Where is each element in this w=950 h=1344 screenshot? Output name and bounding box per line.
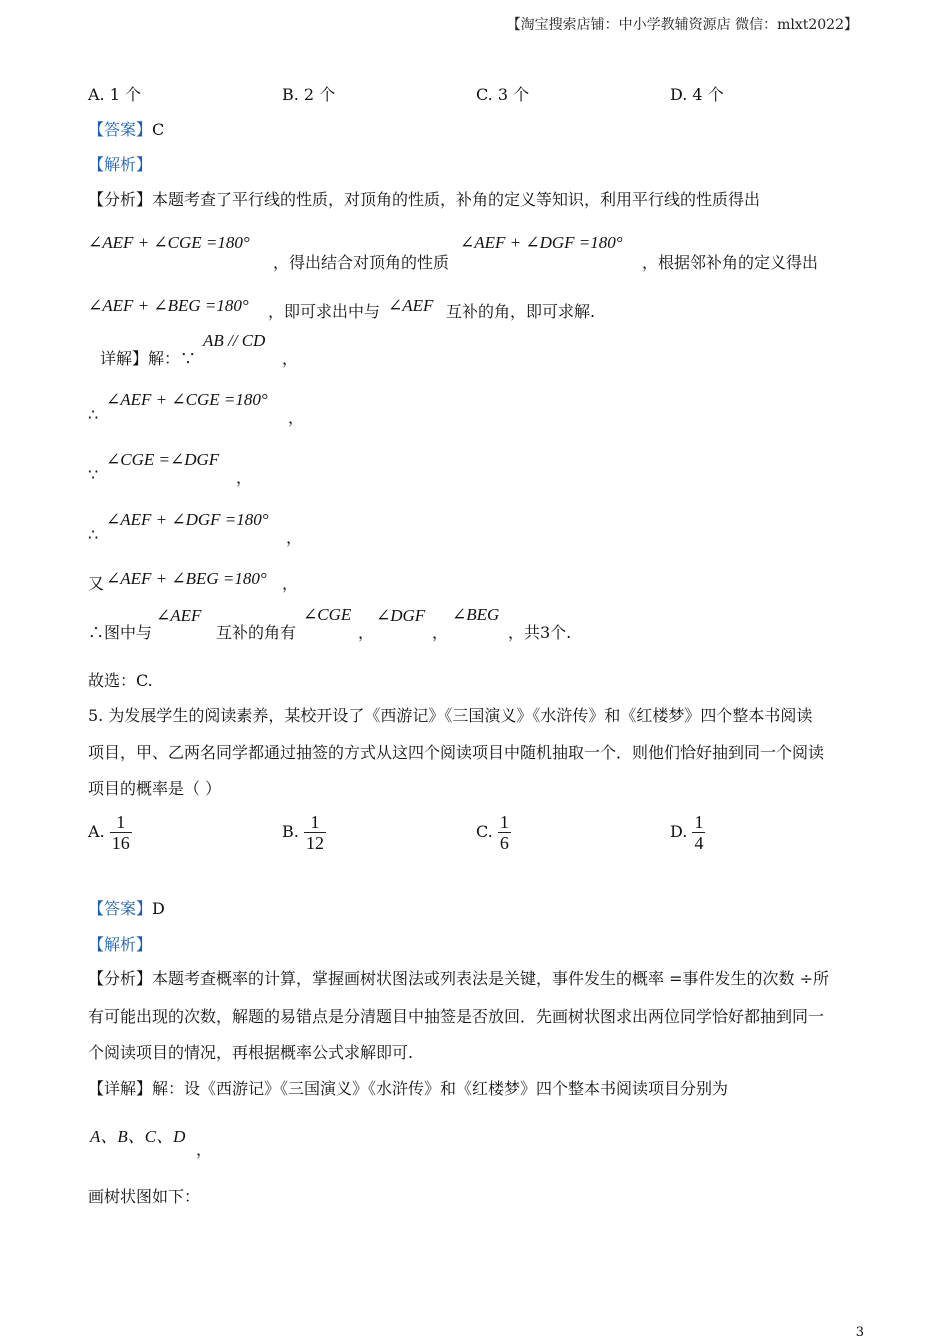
comma: ， [286,528,303,547]
also-prefix: 又 [88,574,105,593]
comma: ， [282,349,299,368]
analysis-text: 互补的角，即可求解. [446,302,596,321]
detail-label: 详解】解：∵ [100,349,197,368]
math-expr: ∠AEF [156,606,202,625]
math-expr: ∠BEG [452,605,500,624]
detail-text: 【详解】解：设《西游记》《三国演义》《水浒传》和《红楼梦》四个整本书阅读项目分别为 [88,1079,729,1098]
math-expr: ∠AEF [388,296,434,315]
question-line: 项目的概率是（ ） [88,779,222,798]
analysis-text: 【分析】本题考查了平行线的性质，对顶角的性质，补角的定义等知识，利用平行线的性质得出 [88,190,761,209]
question-line: 项目，甲、乙两名同学都通过抽签的方式从这四个阅读项目中随机抽取一个．则他们恰好抽到同一个阅读 [88,743,825,762]
page-header: 【淘宝搜索店铺：中小学教辅资源店 微信：mlxt2022】 [506,17,858,33]
fraction [692,812,705,853]
option-letter: D. [670,822,688,841]
analysis-text: 有可能出现的次数，解题的易错点是分清题目中抽签是否放回．先画树状图求出两位同学恰好都抽到同一 [88,1007,825,1026]
comma: ， [432,623,449,642]
denominator: 6 [499,833,509,853]
denominator: 4 [694,833,704,853]
option-letter: B. [282,822,299,841]
answer-line [88,896,165,919]
analysis-text: ，得出结合对顶角的性质 [273,253,450,272]
option-a: A. 1 个 [88,85,141,104]
option-letter: C. [476,822,493,841]
answer-label: 【答案】 [88,899,153,918]
question-line: 5. 为发展学生的阅读素养，某校开设了《西游记》《三国演义》《水浒传》和《红楼梦》四个整本书阅读 [88,706,813,725]
because-symbol: ∵ [88,465,99,484]
numerator: 1 [694,812,704,832]
analysis-text: 个阅读项目的情况，再根据概率公式求解即可. [88,1043,414,1062]
answer-value: C [152,120,165,139]
analysis-text: ，即可求出中与 [268,302,381,321]
analysis-text: 【分析】本题考查概率的计算，掌握画树状图法或列表法是关键，事件发生的概率 =事件发生的次数 ÷所 [88,969,829,988]
answer-line [88,117,164,140]
jiexi-label: 【解析】 [88,935,153,954]
math-expr: ∠AEF + ∠DGF =180° [106,510,269,529]
option-a [88,812,132,853]
answer-value: D [152,899,165,918]
numerator: 1 [310,812,320,832]
math-expr: ∠DGF [376,606,426,625]
fraction [498,812,511,853]
comma: ， [358,623,375,642]
numerator: 1 [116,812,126,832]
option-letter: A. [88,822,105,841]
comma: ， [236,468,253,487]
comma: ， [282,574,299,593]
option-c: C. 3 个 [476,85,530,104]
option-c [476,812,511,853]
option-d: D. 4 个 [670,85,724,104]
math-expr: ∠AEF + ∠CGE =180° [88,233,250,252]
option-d [670,812,705,853]
letters-expr: A、B、C、D [90,1127,186,1146]
fraction [110,812,132,853]
math-expr: ∠AEF + ∠DGF =180° [460,233,623,252]
option-b [282,812,326,853]
math-expr: ∠CGE [303,605,352,624]
math-expr: AB // CD [203,331,266,350]
choose-line: 故选：C. [88,671,153,690]
math-expr: ∠CGE =∠DGF [106,450,220,469]
option-b: B. 2 个 [282,85,336,104]
math-expr: ∠AEF + ∠BEG =180° [88,296,249,315]
jiexi-label: 【解析】 [88,155,153,174]
denominator: 16 [111,833,130,853]
math-expr: ∠AEF + ∠CGE =180° [106,390,268,409]
comma: ， [288,408,305,427]
denominator: 12 [305,833,324,853]
conclusion-prefix: ∴图中与 [88,623,153,642]
conclusion-text: 互补的角有 [216,623,297,642]
math-expr: ∠AEF + ∠BEG =180° [106,569,267,588]
therefore-symbol: ∴ [88,525,99,544]
therefore-symbol: ∴ [88,405,99,424]
comma: ， [196,1140,213,1159]
fraction [304,812,326,853]
conclusion-tail: ，共3个. [508,623,572,642]
answer-label: 【答案】 [88,120,153,139]
page-number: 3 [855,1325,864,1340]
tree-intro: 画树状图如下： [88,1187,201,1206]
numerator: 1 [499,812,509,832]
analysis-text: ，根据邻补角的定义得出 [642,253,819,272]
